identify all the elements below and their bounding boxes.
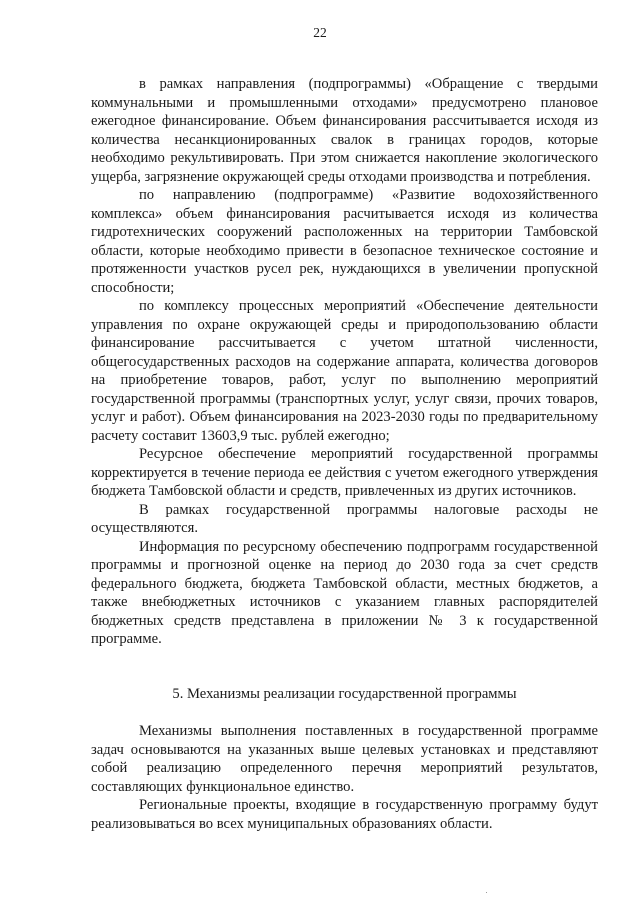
paragraph-resource-info: Информация по ресурсному обеспечению подпрограмм государственной программы и прогнозной оценке на период до 2030 года за счет средств федерального бюджета, бюджета Тамбовской области, местных бюджетов, а также внебюджетных источников с указанием главных распорядителей бюджетных средств представлена в приложении № 3 к государственной программе. [91,538,598,647]
section-text [91,722,598,833]
paragraph-mechanisms: Механизмы выполнения поставленных в государственной программе задач основываются на указанных выше целевых установках и представляют собой реализацию определенного перечня мероприятий результатов, составляющих функциональное единство. [91,723,598,795]
section-heading: 5. Механизмы реализации государственной программы [172,686,517,702]
paragraph-resource-provision: Ресурсное обеспечение мероприятий государственной программы корректируется в течение периода ее действия с учетом ежегодного утверждения бюджета Тамбовской области и средств, привлеченных из других источников. [91,446,598,499]
body-text [91,75,598,649]
scan-artifact-dot [486,892,487,893]
paragraph-water-complex: по направлению (подпрограмме) «Развитие водохозяйственного комплекса» объем финансирования расчитывается исходя из количества гидротехнических сооружений расположенных на территории Тамбовской области, которые необходимо привести в безопасное техническое состояние и протяженности участков русел рек, нуждающихся в увеличении пропускной способности; [91,187,598,296]
page-number: 22 [313,25,327,40]
paragraph-regional-projects: Региональные проекты, входящие в государственную программу будут реализовываться во всех муниципальных образованиях области. [91,797,598,832]
paragraph-process-activities: по комплексу процессных мероприятий «Обеспечение деятельности управления по охране окружающей среды и природопользованию области финансирование рассчитывается с учетом штатной численности, общегосударственных расходов на содержание аппарата, количества договоров на приобретение товаров, работ, услуг по выполнению мероприятий государственной программы (транспортных услуг, услуг связи, прочих товаров, услуг и работ). Объем финансирования на 2023-2030 годы по предварительному расчету составит 13603,9 тыс. рублей ежегодно; [91,298,598,444]
paragraph-waste-financing: в рамках направления (подпрограммы) «Обращение с твердыми коммунальными и промышленными отходами» предусмотрено плановое ежегодное финансирование. Объем финансирования рассчитывается исходя из количества несанкционированных свалок в границах городов, которые необходимо рекультивировать. При этом снижается накопление экологического ущерба, загрязнение окружающей среды отходами производства и потребления. [91,76,598,185]
paragraph-tax-expenses: В рамках государственной программы налоговые расходы не осуществляются. [91,501,598,536]
